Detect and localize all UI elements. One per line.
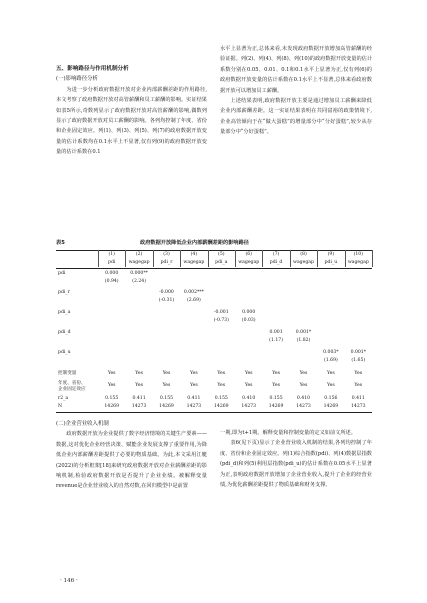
t-statistic: (1.17) (269, 338, 283, 343)
table-column-number: (5) (218, 252, 225, 257)
fe-row-label: 年度、省份、 (58, 381, 86, 386)
r2-value: 0.155 (159, 396, 174, 401)
t-statistic: (-0.73) (213, 318, 229, 323)
table-column-number: (2) (135, 252, 143, 257)
coefficient-value: 0.001* (350, 350, 367, 355)
table-title: 政府数据开放降低企业内部薪酬差距的影响路径 (140, 240, 249, 246)
coefficient-value: 0.000 (242, 310, 256, 315)
table-column-number: (7) (272, 252, 280, 257)
control-value: Yes (244, 371, 253, 376)
body-paragraph: 表6(见下页)显示了企业营业收入机制的结果,各列均控制了年度、省份和企业固定效应。列(1)综合指数(pdi)、列(4)数据层指数(pdi_d)和列(5)利用层指数(pdi_u)的估计系数在0.05水平上显著为正,表明政府数据开放增加了企业营业收入,提升了企业的经营业绩,为优化薪酬差距提供了物质基础和财务支撑。 (220, 440, 372, 489)
coefficient-value: 0.000** (130, 271, 148, 276)
left-column-bottom (56, 419, 207, 492)
body-paragraph: 一期,即为t+1期。解释变量和控制变量的定义如前文所述。 (220, 430, 356, 436)
table-column-variable: wagegap (128, 260, 150, 265)
r2-value: 0.410 (296, 396, 311, 401)
table-column-variable: pdi_d (269, 260, 283, 265)
table-row-label: pdi_d (58, 330, 71, 335)
n-value: 14273 (241, 404, 256, 409)
subsection-heading: (二)企业营业收入机制 (56, 421, 109, 427)
table-column-number: (6) (245, 252, 252, 257)
t-statistic: (1.69) (323, 358, 338, 363)
t-statistic: (0.94) (104, 279, 119, 284)
r2-value: 0.155 (214, 396, 228, 401)
n-row-label: N (58, 404, 63, 409)
table-label: 表5 (56, 240, 65, 246)
table-column-variable: wagegap (238, 260, 260, 265)
r2-value: 0.410 (242, 396, 256, 401)
t-statistic: (1.65) (351, 358, 366, 363)
table-column-variable: wagegap (183, 260, 205, 265)
table-column-variable: pdi_a (215, 260, 228, 265)
n-value: 14273 (131, 404, 147, 409)
fe-value: Yes (272, 383, 280, 388)
t-statistic: (1.82) (296, 338, 311, 343)
control-value: Yes (354, 371, 363, 376)
table-row-label: pdi (58, 271, 66, 276)
control-value: Yes (327, 371, 335, 376)
left-column-top (56, 64, 207, 158)
coefficient-value: -0.001 (213, 310, 229, 315)
table-column-divider (372, 250, 373, 267)
coefficient-value: 0.003* (323, 350, 339, 355)
n-value: 14269 (323, 404, 339, 409)
n-value: 14273 (350, 404, 366, 409)
subsection-heading: (一)影响路径分析 (56, 76, 98, 83)
table-column-variable: pdi_r (160, 260, 173, 265)
body-paragraph: 上述结果表明,政府数据开放主要是通过增加员工薪酬来降低企业内部薪酬差距。这一实证结果表明在共同富裕的政策情境下,企业高管倾向于在“做大蛋糕”的增量部分中“分好蛋糕”,较少从存量部分中“分好蛋糕”。 (220, 98, 372, 136)
n-value: 14269 (104, 404, 119, 409)
control-value: Yes (162, 371, 171, 376)
r2-value: 0.411 (351, 396, 365, 401)
table-column-variable: pdi_u (324, 260, 338, 265)
table-column-variable: wagegap (347, 260, 369, 265)
n-value: 14273 (186, 404, 202, 409)
fe-value: Yes (299, 383, 308, 388)
t-statistic: (-0.31) (158, 298, 175, 303)
table-column-number: (4) (190, 252, 198, 257)
n-value: 14269 (213, 404, 229, 409)
control-value: Yes (299, 371, 308, 376)
control-value: Yes (217, 371, 226, 376)
table-column-variable: pdi (108, 260, 116, 265)
table-column-number: (1) (108, 252, 115, 257)
table-header-rule (56, 268, 372, 269)
body-paragraph: 水平上显著为正,总体来看,未发现政府数据开放增加高管薪酬的经验证据。列(2)、列(4)、列(8)、列(10)的政府数据开放变量的估计系数分别在0.05、0.01、0.1和0.1水平上显著为正,仅有列(6)的政府数据开放变量的估计系数在0.1水平上不显著,总体来看政府数据开放可以增加员工薪酬。 (220, 46, 373, 94)
n-value: 14269 (268, 404, 284, 409)
coefficient-value: 0.001* (295, 330, 312, 335)
r2-value: 0.156 (324, 396, 338, 401)
body-paragraph: 政府数据开放为企业提供了数字经济情境的关键生产要素——数据,这对优化企业经营决策、赋能企业发展支撑了重要作用,为降低企业内部薪酬差距提供了必要的物质基础。为此,本文采用江艇(2022)的分析框架[18]来研究政府数据开放对企业薪酬差距的影响机制,检验政府数据开放是否提升了企业业绩。被解释变量revenue是企业营业收入的自然对数,在回归模型中是前置 (56, 431, 207, 490)
fe-value: Yes (107, 383, 116, 388)
right-column-bottom (220, 428, 372, 490)
control-value: Yes (190, 371, 198, 376)
fe-value: Yes (217, 383, 226, 388)
n-value: 14269 (159, 404, 174, 409)
table-top-rule (56, 250, 372, 251)
fe-value: Yes (244, 383, 253, 388)
t-statistic: (2.69) (186, 298, 201, 303)
control-row-label: 控制变量 (58, 371, 77, 376)
r2-value: 0.411 (187, 396, 201, 401)
fe-value: Yes (354, 383, 363, 388)
table-column-number: (3) (163, 252, 170, 257)
fe-row-label: 企业固定效应 (58, 387, 86, 392)
fe-value: Yes (327, 383, 335, 388)
coefficient-value: -0.000 (159, 290, 174, 295)
right-column-top (220, 44, 372, 138)
table-column-number: (9) (327, 252, 335, 257)
r2-row-label: r2_a (58, 396, 69, 401)
fe-value: Yes (190, 383, 198, 388)
section-heading: 五、影响路径与作用机制分析 (56, 66, 129, 72)
table-column-variable: wagegap (293, 260, 314, 265)
control-value: Yes (135, 371, 143, 376)
coefficient-value: 0.000 (105, 271, 119, 276)
table-bottom-rule (56, 412, 372, 413)
table-column-number: (10) (353, 252, 363, 257)
coefficient-value: 0.002*** (183, 290, 204, 295)
control-value: Yes (272, 371, 280, 376)
n-value: 14273 (296, 404, 311, 409)
page-number: · 146 · (60, 578, 78, 584)
table-row-label: pdi_r (58, 290, 70, 295)
r2-value: 0.155 (105, 396, 119, 401)
control-value: Yes (107, 371, 116, 376)
table-row-label: pdi_u (58, 350, 71, 355)
t-statistic: (2.24) (132, 279, 146, 284)
fe-value: Yes (162, 383, 171, 388)
table-row-label: pdi_a (58, 310, 71, 315)
t-statistic: (0.03) (241, 318, 256, 323)
r2-value: 0.411 (132, 396, 146, 401)
coefficient-value: 0.001 (269, 330, 283, 335)
body-paragraph: 为进一步分析政府数据开放对企业内部薪酬差距的作用路径,本文考察了政府数据开放对高管薪酬和员工薪酬的影响。实证结果如表5所示,奇数列显示了政府数据开放对高管薪酬的影响,偶数列显示了政府数据开放对员工薪酬的影响。各列均控制了年度、省份和企业固定效应。列(1)、列(3)、列(5)、列(7)的政府数据开放变量的估计系数均在0.1水平上不显著,仅有列(9)的政府数据开放变量的估计系数在0.1 (56, 86, 207, 156)
fe-value: Yes (135, 383, 143, 388)
r2-value: 0.155 (269, 396, 283, 401)
table-column-number: (8) (300, 252, 307, 257)
